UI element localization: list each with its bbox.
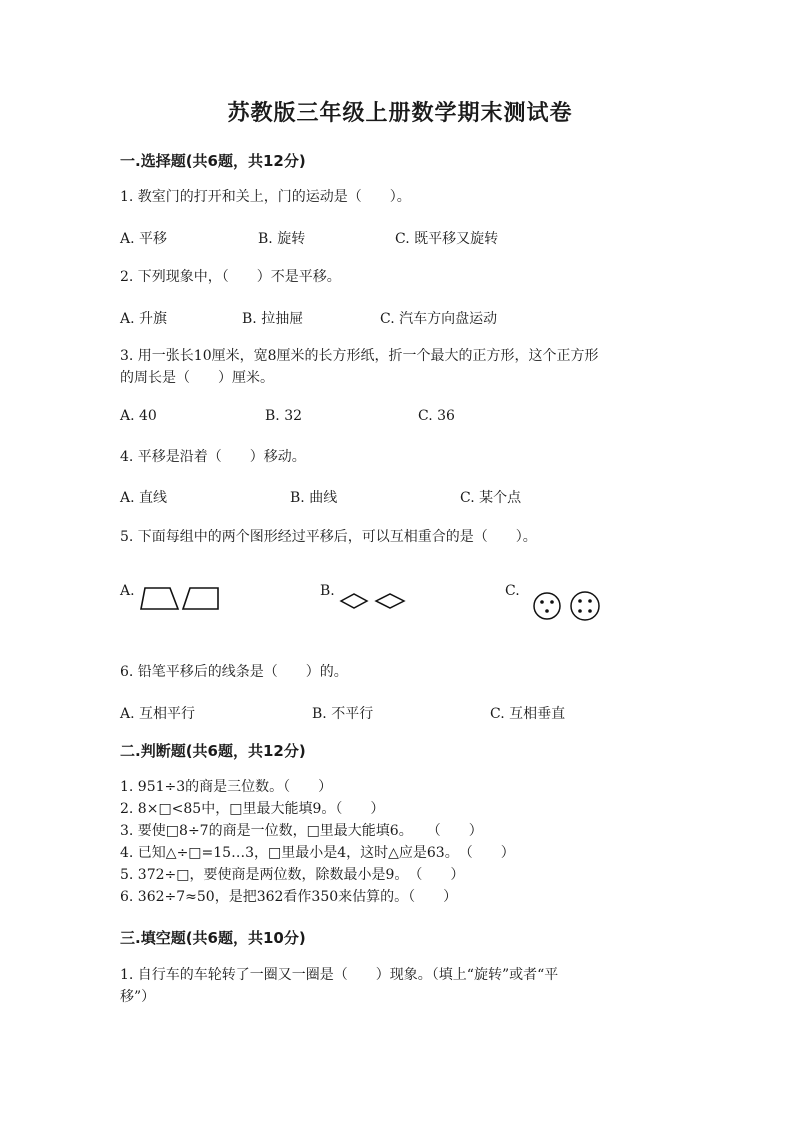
question-6: 6. 铅笔平移后的线条是（ ）的。 <box>120 664 348 680</box>
option-6a: A. 互相平行 <box>120 706 196 722</box>
question-3-line2: 的周长是（ ）厘米。 <box>120 370 274 386</box>
question-1: 1. 教室门的打开和关上，门的运动是（ ）。 <box>120 189 411 205</box>
section-heading-fill-in: 三.填空题(共6题，共10分) <box>120 929 306 947</box>
option-6c: C. 互相垂直 <box>490 706 566 722</box>
option-1b: B. 旋转 <box>258 231 306 247</box>
option-4a: A. 直线 <box>120 490 168 506</box>
question-2: 2. 下列现象中，（ ）不是平移。 <box>120 269 341 285</box>
tf-item-4: 4. 已知△÷□=15…3，□里最小是4，这时△应是63。 （ ） <box>120 845 515 861</box>
page-title: 苏教版三年级上册数学期末测试卷 <box>227 100 573 126</box>
section-heading-choice: 一.选择题(共6题，共12分) <box>120 152 306 170</box>
parallelogram-pair-icon <box>140 586 222 612</box>
option-2c: C. 汽车方向盘运动 <box>380 311 498 327</box>
rhombus-pair-icon <box>340 592 406 610</box>
question-5: 5. 下面每组中的两个图形经过平移后，可以互相重合的是（ ）。 <box>120 529 537 545</box>
dotted-circle-pair-icon <box>530 591 604 621</box>
option-3c: C. 36 <box>418 408 455 424</box>
option-5c: C. <box>505 583 520 599</box>
option-1c: C. 既平移又旋转 <box>395 231 499 247</box>
question-4: 4. 平移是沿着（ ）移动。 <box>120 449 306 465</box>
option-3a: A. 40 <box>120 408 157 424</box>
option-3b: B. 32 <box>265 408 303 424</box>
fill-question-1-line2: 移”） <box>120 989 156 1005</box>
option-6b: B. 不平行 <box>312 706 374 722</box>
fill-question-1-line1: 1. 自行车的车轮转了一圈又一圈是（ ）现象。（填上“旋转”或者“平 <box>120 967 559 983</box>
option-4c: C. 某个点 <box>460 490 522 506</box>
option-4b: B. 曲线 <box>290 490 338 506</box>
tf-item-3: 3. 要使□8÷7的商是一位数，□里最大能填6。 （ ） <box>120 823 483 839</box>
option-5b: B. <box>320 583 335 599</box>
option-5a: A. <box>120 583 135 599</box>
question-3-line1: 3. 用一张长10厘米，宽8厘米的长方形纸，折一个最大的正方形，这个正方形 <box>120 348 599 364</box>
tf-item-1: 1. 951÷3的商是三位数。（ ） <box>120 779 333 795</box>
option-2a: A. 升旗 <box>120 311 168 327</box>
option-1a: A. 平移 <box>120 231 168 247</box>
option-2b: B. 拉抽屉 <box>242 311 304 327</box>
section-heading-true-false: 二.判断题(共6题，共12分) <box>120 742 306 760</box>
tf-item-6: 6. 362÷7≈50，是把362看作350来估算的。（ ） <box>120 889 458 905</box>
tf-item-2: 2. 8×□<85中，□里最大能填9。（ ） <box>120 801 385 817</box>
tf-item-5: 5. 372÷□，要使商是两位数，除数最小是9。 （ ） <box>120 867 465 883</box>
